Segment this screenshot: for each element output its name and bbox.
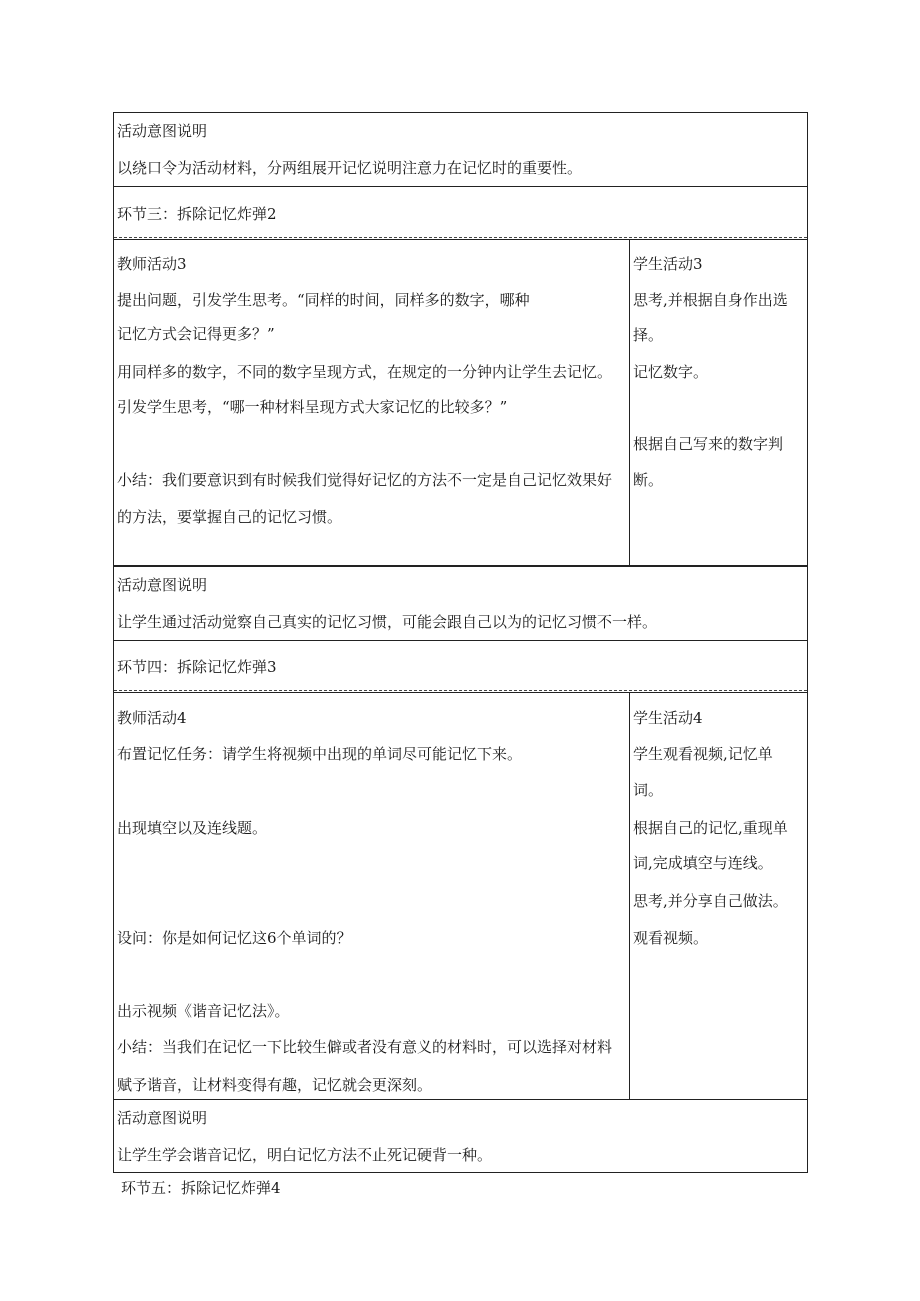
intent-text-2: 让学生通过活动觉察自己真实的记忆习惯，可能会跟自己以为的记忆习惯不一样。: [117, 613, 658, 631]
student-line: 择。: [633, 326, 664, 344]
teacher-summary-line: 的方法，要掌握自己的记忆习惯。: [117, 508, 343, 526]
student-activity-heading-4: 学生活动4: [633, 709, 703, 727]
teacher-line: 设问：你是如何记忆这6个单词的？: [117, 929, 352, 947]
intent-text-1: 以绕口令为活动材料，分两组展开记忆说明注意力在记忆时的重要性。: [117, 159, 583, 177]
dashed-divider: [114, 237, 807, 238]
student-line: 断。: [633, 471, 664, 489]
teacher-line: 布置记忆任务：请学生将视频中出现的单词尽可能记忆下来。: [117, 745, 523, 763]
student-line: 词。: [633, 781, 664, 799]
column-divider: [629, 692, 630, 1100]
intent-heading-3: 活动意图说明: [117, 1109, 208, 1127]
student-activity-heading-3: 学生活动3: [633, 255, 703, 273]
intent-heading-1: 活动意图说明: [117, 122, 208, 140]
intent-heading-2: 活动意图说明: [117, 576, 208, 594]
teacher-line: 提出问题，引发学生思考。“同样的时间，同样多的数字，哪种: [117, 291, 530, 309]
student-line: 根据自己写来的数字判: [633, 435, 784, 453]
teacher-activity-heading-4: 教师活动4: [117, 709, 187, 727]
student-line: 观看视频。: [633, 929, 709, 947]
student-line: 思考,并分享自己做法。: [633, 892, 788, 910]
stage-title-3: 环节三：拆除记忆炸弹2: [117, 205, 277, 223]
dashed-divider: [114, 690, 807, 691]
stage-title-5: 环节五：拆除记忆炸弹4: [121, 1179, 281, 1197]
teacher-line: 引发学生思考，“哪一种材料呈现方式大家记忆的比较多？”: [117, 398, 508, 416]
teacher-line: 出现填空以及连线题。: [117, 819, 268, 837]
teacher-line: 记忆方式会记得更多？”: [117, 325, 275, 343]
teacher-summary-line: 小结：当我们在记忆一下比较生僻或者没有意义的材料时，可以选择对材料: [117, 1038, 613, 1056]
stage-title-4: 环节四：拆除记忆炸弹3: [117, 658, 277, 676]
student-line: 词,完成填空与连线。: [633, 854, 773, 872]
intent-text-3: 让学生学会谐音记忆，明白记忆方法不止死记硬背一种。: [117, 1146, 493, 1164]
teacher-line: 出示视频《谐音记忆法》。: [117, 1002, 290, 1020]
column-divider: [629, 239, 630, 566]
student-line: 记忆数字。: [633, 363, 709, 381]
teacher-summary-line: 赋予谐音，让材料变得有趣，记忆就会更深刻。: [117, 1076, 433, 1094]
teacher-line: 用同样多的数字，不同的数字呈现方式，在规定的一分钟内让学生去记忆。: [117, 363, 613, 381]
teacher-activity-heading-3: 教师活动3: [117, 255, 187, 273]
student-line: 思考,并根据自身作出选: [633, 291, 788, 309]
teacher-summary-line: 小结：我们要意识到有时候我们觉得好记忆的方法不一定是自己记忆效果好: [117, 471, 613, 489]
student-line: 根据自己的记忆,重现单: [633, 819, 788, 837]
student-line: 学生观看视频,记忆单: [633, 745, 773, 763]
